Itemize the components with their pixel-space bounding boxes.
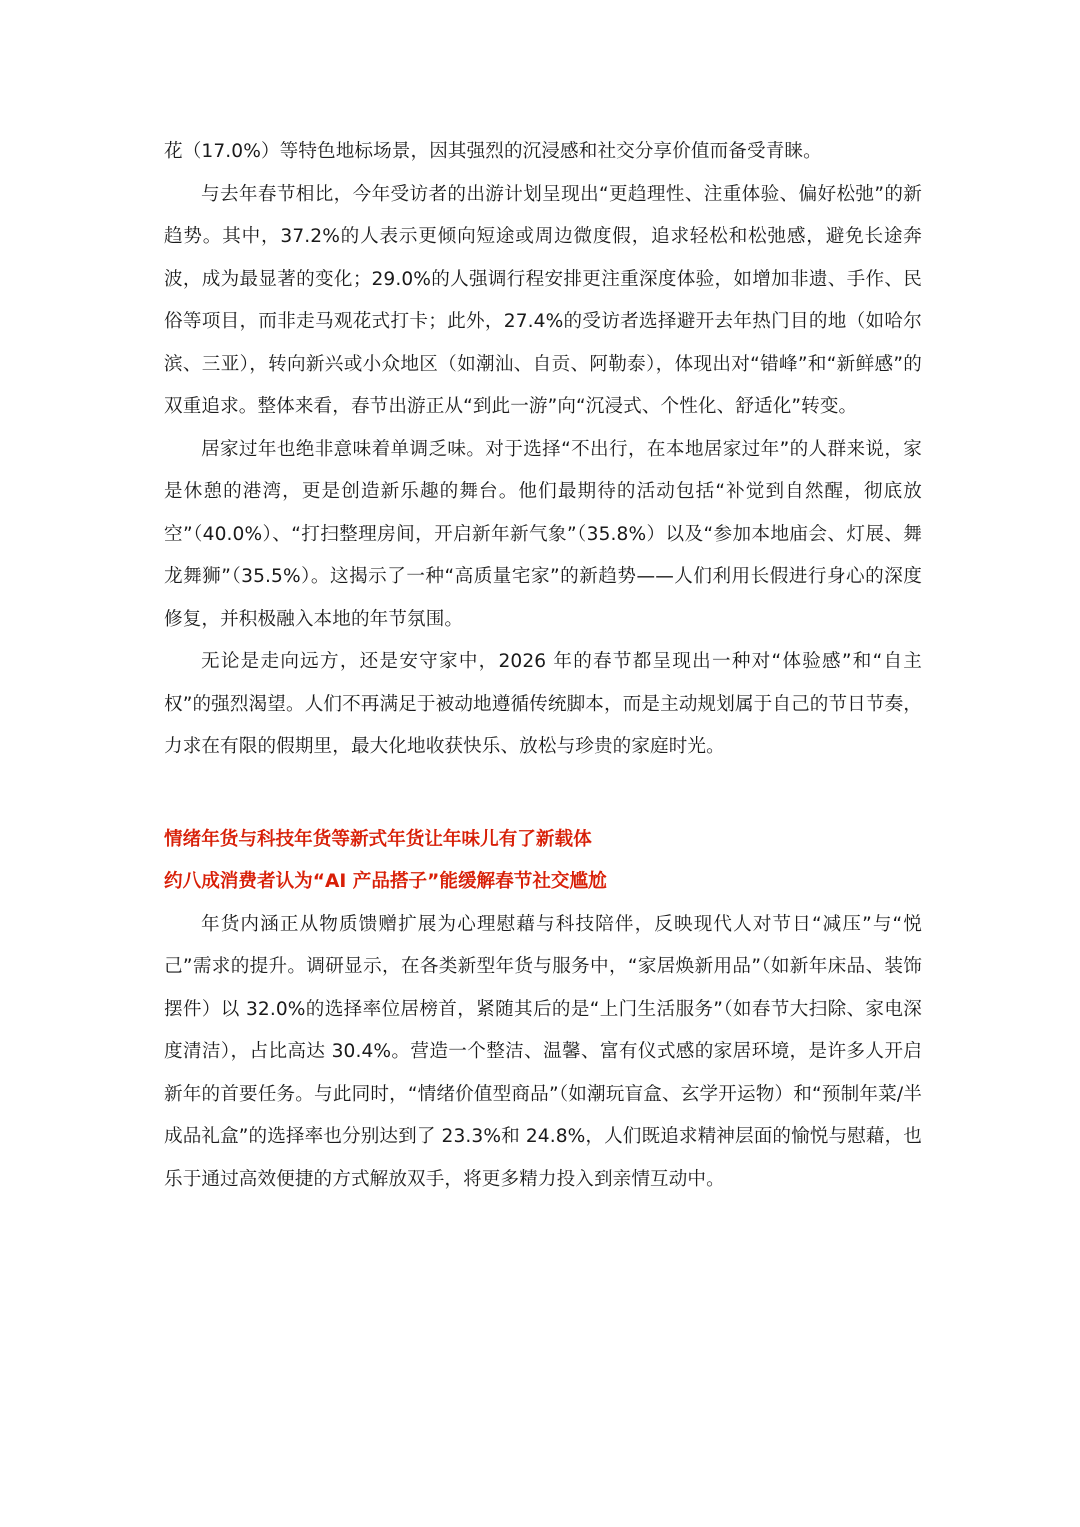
paragraph-stay-home: 居家过年也绝非意味着单调乏味。对于选择“不出行，在本地居家过年”的人群来说，家是休憩的港湾，更是创造新乐趣的舞台。他们最期待的活动包括“补觉到自然醒，彻底放空”（40.0%）、“打扫整理房间，开启新年新气象”（35.8%）以及“参加本地庙会、灯展、舞龙舞狮”（35.5%）。这揭示了一种“高质量宅家”的新趋势——人们利用长假进行身心的深度修复，并积极融入本地的年节氛围。 (164, 438, 922, 630)
paragraph-travel-trends: 与去年春节相比，今年受访者的出游计划呈现出“更趋理性、注重体验、偏好松弛”的新趋势。其中，37.2%的人表示更倾向短途或周边微度假，追求轻松和松弛感，避免长途奔波，成为最显著的变化；29.0%的人强调行程安排更注重深度体验，如增加非遗、手作、民俗等项目，而非走马观花式打卡；此外，27.4%的受访者选择避开去年热门目的地（如哈尔滨、三亚），转向新兴或小众地区（如潮汕、自贡、阿勒泰），体现出对“错峰”和“新鲜感”的双重追求。整体来看，春节出游正从“到此一游”向“沉浸式、个性化、舒适化”转变。 (164, 183, 922, 417)
paragraph-continuation: 花（17.0%）等特色地标场景，因其强烈的沉浸感和社交分享价值而备受青睐。 (164, 141, 822, 162)
article-body (164, 131, 922, 1201)
section-heading-new-goods: 情绪年货与科技年货等新式年货让年味儿有了新载体 (164, 828, 592, 850)
paragraph-new-year-goods: 年货内涵正从物质馈赠扩展为心理慰藉与科技陪伴，反映现代人对节日“减压”与“悦己”需求的提升。调研显示，在各类新型年货与服务中，“家居焕新用品”（如新年床品、装饰摆件）以 32.0%的选择率位居榜首，紧随其后的是“上门生活服务”（如春节大扫除、家电深度清洁），占比高达 30.4%。营造一个整洁、温馨、富有仪式感的家居环境，是许多人开启新年的首要任务。与此同时，“情绪价值型商品”（如潮玩盲盒、玄学开运物）和“预制年菜/半成品礼盒”的选择率也分别达到了 23.3%和 24.8%，人们既追求精神层面的愉悦与慰藉，也乐于通过高效便捷的方式解放双手，将更多精力投入到亲情互动中。 (164, 913, 922, 1190)
section-heading-ai-companion: 约八成消费者认为“AI 产品搭子”能缓解春节社交尴尬 (164, 871, 607, 892)
paragraph-summary: 无论是走向远方，还是安守家中，2026 年的春节都呈现出一种对“体验感”和“自主权”的强烈渴望。人们不再满足于被动地遵循传统脚本，而是主动规划属于自己的节日节奏，力求在有限的假期里，最大化地收获快乐、放松与珍贵的家庭时光。 (164, 651, 922, 757)
section-spacer (164, 769, 922, 819)
